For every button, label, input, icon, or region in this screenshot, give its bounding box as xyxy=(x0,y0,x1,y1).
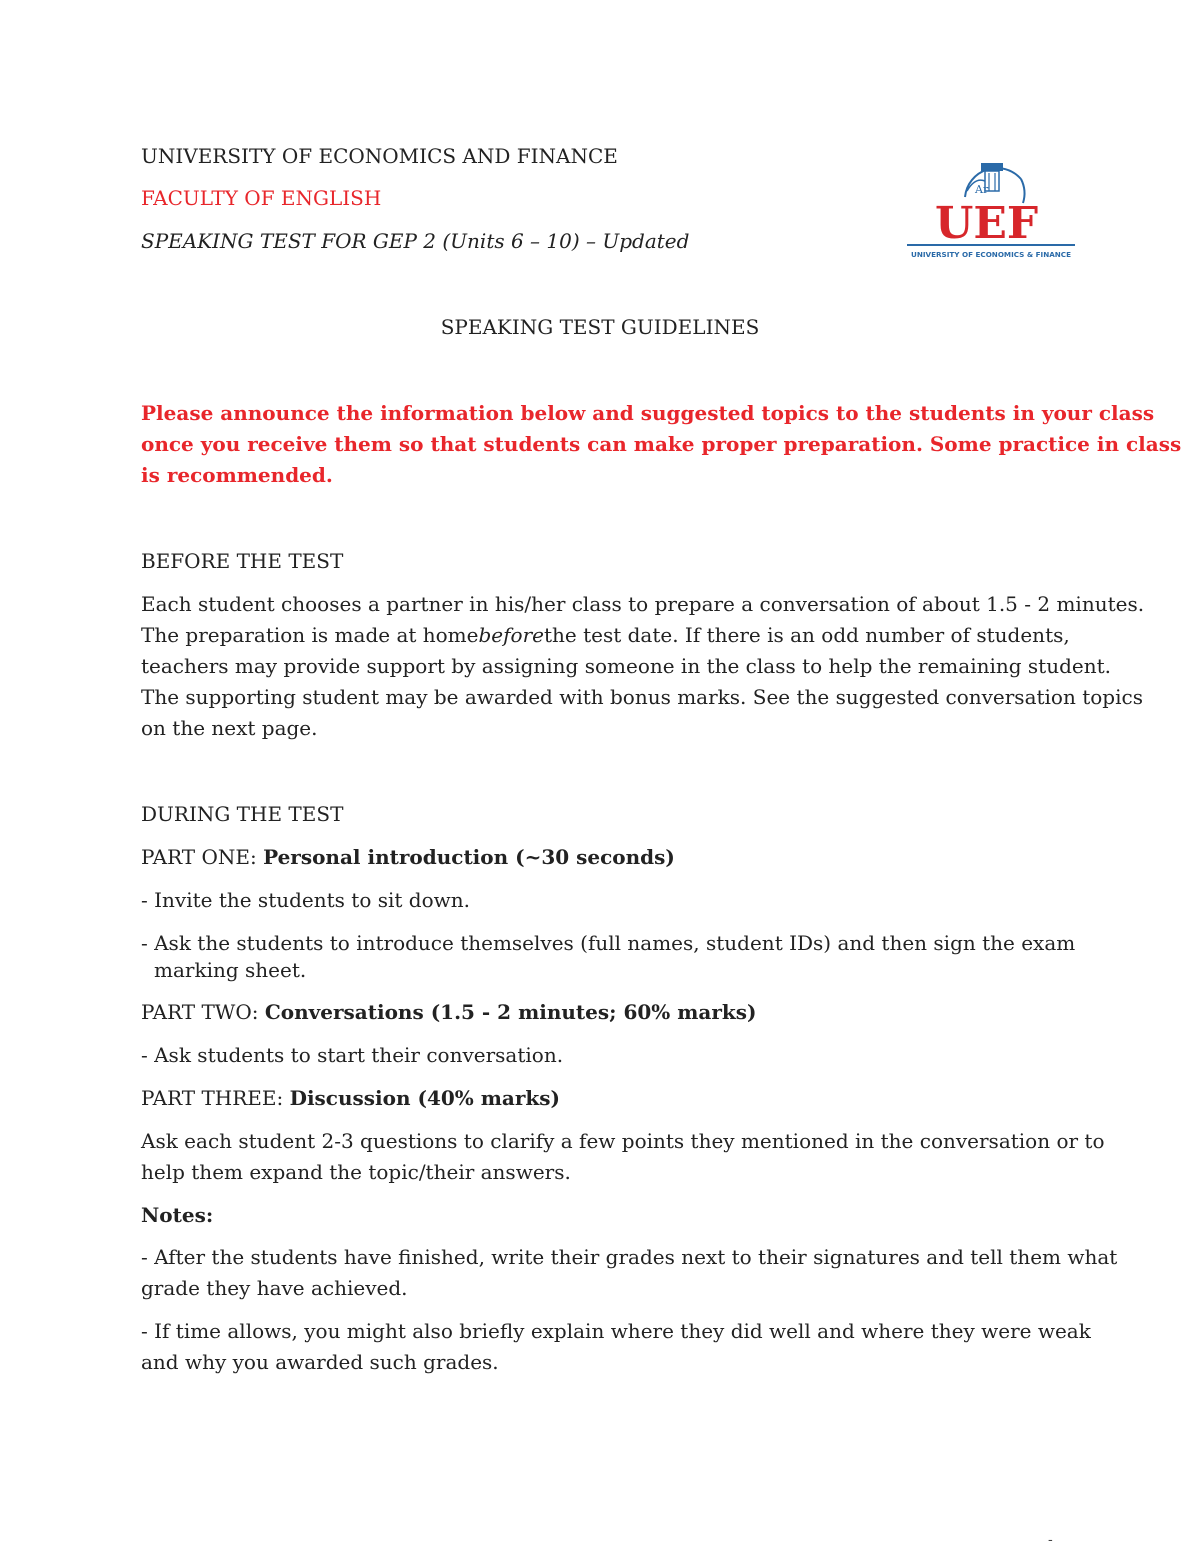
before-text: The preparation is made at home xyxy=(141,623,479,647)
part-one-item: - Ask the students to introduce themselves (full names, student IDs) and then sign the exam xyxy=(141,931,1076,955)
part-two-heading xyxy=(141,997,757,1028)
part-three-line: help them expand the topic/their answers. xyxy=(141,1160,571,1184)
before-heading: BEFORE THE TEST xyxy=(141,549,344,573)
logo-emblem-letters: Ar xyxy=(975,183,989,196)
part-one-title: Personal introduction (~30 seconds) xyxy=(263,845,675,869)
during-heading: DURING THE TEST xyxy=(141,802,344,826)
notice-line-1: Please announce the information below and suggested topics to the students in your class xyxy=(141,401,1155,425)
before-line: teachers may provide support by assigning someone in the class to help the remaining student. xyxy=(141,654,1111,678)
test-title: SPEAKING TEST FOR GEP 2 (Units 6 – 10) – Updated xyxy=(141,229,690,253)
footer-mark: - xyxy=(1048,1532,1053,1548)
notice-line-2: once you receive them so that students can make proper preparation. Some practice in class xyxy=(141,432,1182,456)
faculty-name: FACULTY OF ENGLISH xyxy=(141,186,382,210)
notes-line: and why you awarded such grades. xyxy=(141,1350,499,1374)
part-two-item: - Ask students to start their conversation. xyxy=(141,1043,564,1067)
part-two-label: PART TWO: xyxy=(141,1000,259,1024)
before-line: Each student chooses a partner in his/her class to prepare a conversation of about 1.5 - 2 minutes. xyxy=(141,592,1145,616)
notes-line: - After the students have finished, write their grades next to their signatures and tell them what xyxy=(141,1245,1118,1269)
before-emphasis: before xyxy=(478,623,544,647)
part-one-item: - Invite the students to sit down. xyxy=(141,888,470,912)
part-three-line: Ask each student 2-3 questions to clarify a few points they mentioned in the conversation or to xyxy=(141,1129,1105,1153)
before-line: on the next page. xyxy=(141,716,318,740)
part-one-item-continued: marking sheet. xyxy=(154,958,307,982)
uef-logo xyxy=(905,147,1077,263)
notice-line-3: is recommended. xyxy=(141,463,333,487)
before-line-justified xyxy=(141,620,1070,651)
logo-caption: UNIVERSITY OF ECONOMICS & FINANCE xyxy=(911,250,1071,259)
before-line: The supporting student may be awarded with bonus marks. See the suggested conversation topics xyxy=(141,685,1143,709)
main-title: SPEAKING TEST GUIDELINES xyxy=(440,315,760,339)
before-text: the test date. If there is an odd number of students, xyxy=(543,623,1070,647)
part-one-heading xyxy=(141,842,675,873)
part-three-heading xyxy=(141,1083,560,1114)
university-name: UNIVERSITY OF ECONOMICS AND FINANCE xyxy=(141,144,618,168)
part-two-title: Conversations (1.5 - 2 minutes; 60% marks) xyxy=(264,1000,757,1024)
notes-line: - If time allows, you might also briefly explain where they did well and where they were weak xyxy=(141,1319,1091,1343)
part-three-label: PART THREE: xyxy=(141,1086,284,1110)
logo-letters: UEF xyxy=(935,198,1039,249)
notes-heading: Notes: xyxy=(141,1203,214,1227)
part-three-title: Discussion (40% marks) xyxy=(289,1086,560,1110)
part-one-label: PART ONE: xyxy=(141,845,257,869)
notes-line: grade they have achieved. xyxy=(141,1276,408,1300)
